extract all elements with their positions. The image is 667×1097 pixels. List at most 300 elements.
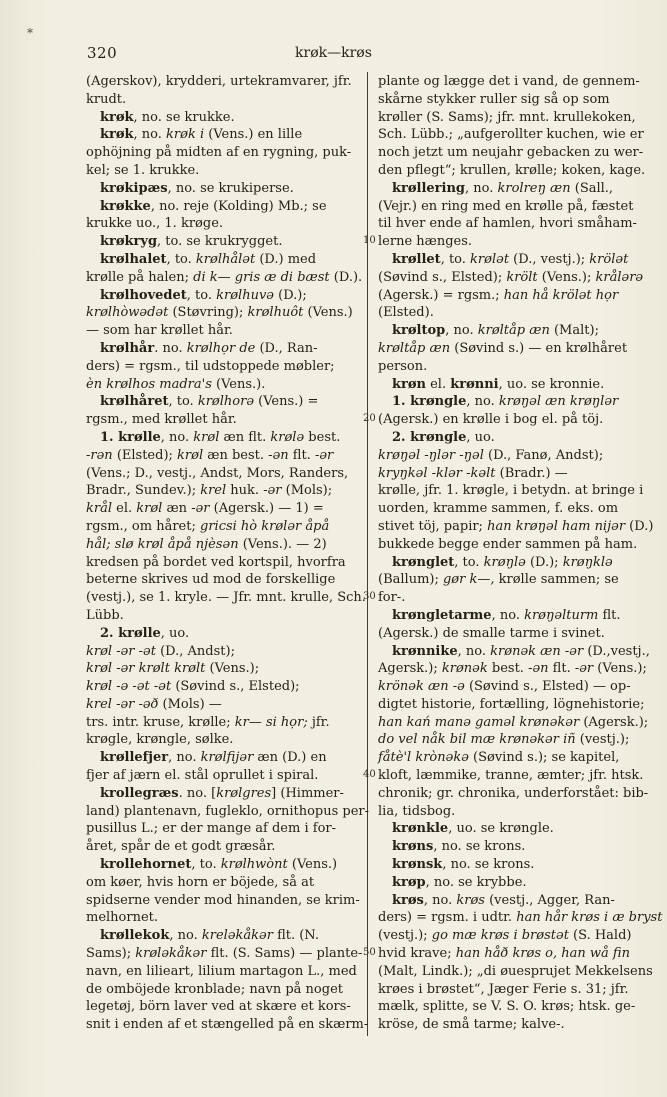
text-run: kröse, de små tarme; kalve-.: [378, 1017, 565, 1033]
text-run: kryŋkəl -klər -kəlt: [378, 465, 496, 481]
text-run: uorden, kramme sammen, f. eks. om: [378, 501, 619, 517]
text-run: krøllering: [392, 180, 466, 196]
text-run: legetøj, börn laver ved at skære et kors-: [86, 999, 351, 1015]
text-line: [378, 198, 652, 216]
text-run: (Agersk.) en krølle i bog el. på töj.: [378, 412, 604, 428]
text-run: 1. krølle: [100, 429, 161, 445]
text-run: flt.: [598, 607, 621, 623]
text-run: do vel nåk bil mæ krønəkər iñ: [378, 732, 576, 748]
text-run: (Elsted).: [378, 305, 434, 321]
gutter-line-number: 20: [363, 413, 376, 425]
text-run: krukke uo., 1. krøge.: [86, 216, 224, 232]
text-line: [86, 109, 364, 127]
text-line: [86, 251, 364, 269]
text-line: [86, 945, 364, 963]
text-line: [363, 411, 652, 429]
text-line: [378, 660, 652, 678]
text-line: [86, 465, 364, 483]
text-run: (Malt);: [549, 323, 599, 339]
text-line: [378, 749, 652, 767]
text-run: go mæ krøs i brøstət: [431, 928, 569, 944]
text-run: krølgres: [216, 785, 272, 801]
text-run: person.: [378, 358, 428, 374]
text-run: krøk i: [166, 127, 205, 143]
text-run: noch jetzt um neujahr gebacken zu wer-: [378, 145, 644, 161]
text-line: [86, 927, 364, 945]
text-run: melhornet.: [86, 910, 159, 926]
text-run: han hår krøs i æ bryst: [516, 910, 663, 926]
text-run: , no. se krukke.: [133, 109, 235, 125]
text-run: krønsk: [392, 857, 443, 873]
text-run: skårne stykker ruller sig så op som: [378, 91, 610, 107]
text-line: [86, 198, 364, 216]
text-line: [86, 963, 364, 981]
text-run: krønglet: [392, 554, 455, 570]
text-run: Lübb.: [86, 607, 124, 623]
text-line: [378, 429, 652, 447]
text-run: -ən: [268, 447, 289, 463]
text-run: krølhalet: [100, 251, 167, 267]
text-run: stivet töj, papir;: [378, 518, 488, 534]
text-line: [378, 554, 652, 572]
text-line: [86, 233, 364, 251]
text-run: (Søvind s., Elsted);: [171, 679, 300, 695]
text-line: [378, 856, 652, 874]
text-run: Agersk.);: [378, 661, 442, 677]
text-run: (Sall.,: [570, 180, 614, 196]
text-run: ] (Himmer-: [271, 785, 344, 801]
text-run: krölət: [589, 251, 629, 267]
text-run: , to.: [168, 394, 198, 410]
text-line: [86, 482, 364, 500]
text-line: [86, 856, 364, 874]
text-run: el.: [425, 376, 451, 392]
text-run: krølhuvə: [216, 287, 274, 303]
text-line: [86, 571, 364, 589]
text-run: Sch. Lübb.; „aufgerollter kuchen, wie er: [378, 127, 644, 143]
text-run: krølhår: [100, 340, 155, 356]
text-run: krønək: [441, 661, 488, 677]
text-line: [378, 1016, 652, 1034]
text-run: æn best.: [203, 447, 269, 463]
text-line: [378, 358, 652, 376]
text-run: krølhorə: [197, 394, 255, 410]
text-line: [86, 909, 364, 927]
text-run: el.: [112, 501, 137, 517]
text-line: [86, 1016, 369, 1034]
text-line: [363, 233, 652, 251]
text-line: [86, 376, 364, 394]
text-run: . no. [: [178, 785, 217, 801]
text-line: [378, 536, 652, 554]
text-run: (Vens.) =: [254, 394, 319, 410]
text-run: krøs: [392, 892, 424, 908]
text-run: (Agersk.);: [579, 714, 649, 730]
text-run: huk.: [226, 483, 264, 499]
text-line: [86, 731, 364, 749]
text-line: [86, 393, 364, 411]
text-line: [86, 749, 364, 767]
text-run: (Malt, Lindk.); „di øuesprujet Mekkelsens: [378, 963, 653, 979]
text-run: , no. se krons.: [442, 857, 535, 873]
text-run: , no. se krybbe.: [425, 874, 527, 890]
text-run: krøŋlə: [483, 554, 526, 570]
text-run: krønkle: [392, 821, 449, 837]
text-line: [86, 678, 364, 696]
text-run: kloft, læmmike, tranne, æmter; jfr. htsk.: [378, 768, 644, 784]
text-run: (Vens.) en lille: [204, 127, 303, 143]
text-line: [378, 180, 652, 198]
text-run: Sams);: [86, 946, 136, 962]
text-run: den pflegt“; krullen, krølle; koken, kage.: [378, 162, 646, 178]
text-run: krølhọr de: [186, 340, 256, 356]
text-run: , to.: [186, 287, 217, 303]
text-run: krøltåp æn: [378, 340, 451, 356]
text-line: [378, 785, 652, 803]
text-run: krönək æn -ə: [378, 679, 465, 695]
text-run: krøns: [392, 839, 434, 855]
text-line: [86, 589, 364, 607]
text-line: [86, 144, 364, 162]
text-run: krøn: [392, 376, 426, 392]
running-head: krøk—krøs: [295, 45, 372, 61]
text-run: lia, tidsbog.: [378, 803, 456, 819]
text-run: krøltop: [392, 323, 446, 339]
text-run: kreləkåkər: [201, 928, 273, 944]
text-line: [378, 162, 652, 180]
text-run: (D., Andst);: [155, 643, 235, 659]
text-run: pusillus L.; er der mange af dem i for-: [86, 821, 336, 837]
text-line: [86, 304, 364, 322]
text-run: , no. reje (Kolding) Mb.; se: [150, 198, 327, 214]
text-run: (vestj.);: [378, 928, 432, 944]
text-run: (D.) med: [255, 251, 317, 267]
text-run: best.: [304, 429, 341, 445]
text-line: [378, 838, 652, 856]
text-run: fåtè'l krònəkə: [378, 750, 469, 766]
text-run: -ən: [528, 661, 549, 677]
text-run: krøl -ə -ət -ət: [86, 679, 172, 695]
text-run: krølhòwədət: [86, 305, 169, 321]
gutter-line-number: 50: [363, 947, 376, 959]
text-run: plante og lægge det i vand, de gennem-: [378, 74, 640, 89]
text-run: krålərə: [595, 269, 644, 285]
text-line: [86, 714, 364, 732]
text-run: krøŋəl -ŋlər -ŋəl: [378, 447, 484, 463]
text-line: [86, 447, 364, 465]
text-run: krølhovedet: [100, 287, 187, 303]
text-run: trs. intr. kruse, krølle;: [86, 714, 235, 730]
text-line: [86, 429, 364, 447]
gutter-line-number: 40: [363, 769, 376, 781]
text-run: , no.: [423, 892, 457, 908]
text-run: , no.: [445, 323, 478, 339]
text-run: (Agersk.) = rgsm.;: [378, 287, 504, 303]
text-line: [86, 838, 364, 856]
text-run: ders) = rgsm. i udtr.: [378, 910, 517, 926]
text-line: [378, 482, 652, 500]
text-run: , to. se krukrygget.: [157, 234, 283, 250]
text-run: (Mols);: [281, 483, 333, 499]
text-line: [378, 714, 652, 732]
text-run: di k— gris æ di bæst: [193, 269, 330, 285]
text-run: (D., Fanø, Andst);: [483, 447, 604, 463]
text-run: krøləkåkər: [135, 946, 207, 962]
text-run: krøl: [193, 429, 220, 445]
text-line: [378, 678, 652, 696]
text-line: [378, 927, 652, 945]
text-line: [86, 660, 364, 678]
text-run: krøllefjer: [100, 750, 169, 766]
text-line: [86, 73, 364, 91]
text-run: krölt: [506, 269, 538, 285]
text-run: 2. krøngle: [392, 429, 467, 445]
text-line: [86, 162, 364, 180]
text-run: -rən: [86, 447, 113, 463]
text-run: , uo. se krøngle.: [448, 821, 554, 837]
text-run: (Elsted);: [112, 447, 178, 463]
text-run: , no.: [465, 180, 498, 196]
text-run: (Ballum);: [378, 572, 443, 588]
text-run: -ər: [263, 483, 282, 499]
text-run: (Søvind s., Elsted) — op-: [464, 679, 631, 695]
text-run: kr— si họr;: [234, 714, 308, 730]
text-line: [378, 731, 652, 749]
text-run: flt.: [288, 447, 315, 463]
text-line: [378, 696, 652, 714]
text-run: , no.: [169, 928, 202, 944]
text-run: til hver ende af hamlen, hvori småham-: [378, 216, 637, 232]
text-line: [378, 981, 652, 999]
text-run: (vestj.);: [575, 732, 630, 748]
text-run: krolreŋ æn: [497, 180, 571, 196]
text-line: [378, 571, 652, 589]
dictionary-column-right: [363, 73, 663, 1034]
text-line: [378, 963, 652, 981]
text-line: [86, 892, 364, 910]
text-run: , no.: [133, 127, 167, 143]
text-line: [86, 518, 364, 536]
text-run: spidserne vender mod hinanden, se krim-: [86, 892, 360, 908]
text-run: bukkede begge ender sammen på ham.: [378, 536, 638, 552]
text-run: krøŋəlturm: [524, 607, 599, 623]
text-run: krøŋəl æn krøŋlər: [498, 394, 619, 410]
text-run: (Vens.);: [205, 661, 260, 677]
text-run: (Søvind s.) — en krølhåret: [450, 340, 628, 356]
text-line: [86, 411, 364, 429]
text-run: krølhwònt: [220, 857, 288, 873]
text-run: (Søvind s., Elsted);: [378, 269, 507, 285]
text-line: [378, 643, 652, 661]
text-line: [378, 340, 652, 358]
text-run: — som har krøllet hår.: [86, 323, 233, 339]
text-run: , to.: [191, 857, 221, 873]
text-line: [86, 607, 364, 625]
text-run: , uo. se kronnie.: [498, 376, 605, 392]
text-run: om køer, hvis horn er böjede, så at: [86, 874, 315, 890]
text-run: , no. se krukiperse.: [167, 180, 294, 196]
text-line: [86, 322, 364, 340]
text-run: krølle på halen;: [86, 269, 194, 285]
text-run: (D.,vestj.,: [583, 643, 650, 659]
text-line: [378, 269, 652, 287]
text-line: [86, 696, 364, 714]
page-number: 320: [87, 44, 118, 62]
text-run: krølət: [470, 251, 510, 267]
text-run: ders) = rgsm., til udstoppede møbler;: [86, 358, 335, 374]
text-run: krønnike: [392, 643, 458, 659]
text-run: èn krølhos madra's: [86, 376, 212, 392]
text-run: flt. (N.: [272, 928, 319, 944]
text-run: krøkke: [100, 198, 151, 214]
text-run: (Støvring);: [168, 305, 248, 321]
text-run: krel -ər -əð: [86, 696, 159, 712]
text-run: (Agersk.) de smalle tarme i svinet.: [378, 625, 605, 641]
text-run: (Vejr.) en ring med en krølle på, fæstet: [378, 198, 634, 214]
text-run: (Vens.): [303, 305, 353, 321]
text-run: krål: [86, 501, 112, 517]
text-run: krølfijər: [200, 750, 254, 766]
text-line: [86, 767, 364, 785]
text-line: [363, 589, 652, 607]
text-run: navn, en lilieart, lilium martagon L., med: [86, 963, 357, 979]
text-run: (D., vestj.);: [509, 251, 590, 267]
text-line: [86, 643, 364, 661]
text-run: , to.: [166, 251, 196, 267]
text-line: [86, 998, 364, 1016]
text-run: , no.: [491, 607, 525, 623]
text-run: krøkipæs: [100, 180, 168, 196]
text-run: (vestj.), se 1. kryle. — Jfr. mnt. krulle, Sch.: [86, 590, 366, 606]
text-run: rgsm., med krøllet hår.: [86, 412, 237, 428]
text-line: [378, 215, 652, 233]
text-run: , no.: [160, 429, 194, 445]
text-run: . no.: [154, 340, 187, 356]
text-line: [86, 91, 364, 109]
text-run: (Vens.);: [593, 661, 647, 677]
text-line: [86, 287, 364, 305]
text-line: [363, 945, 652, 963]
text-run: (Vens.);: [537, 269, 596, 285]
text-run: , no.: [457, 643, 491, 659]
text-run: krøkryg: [100, 234, 158, 250]
text-run: for-.: [378, 590, 406, 606]
text-line: [86, 215, 364, 233]
text-run: krøk: [100, 127, 134, 143]
text-run: krøller (S. Sams); jfr. mnt. krullekoken,: [378, 109, 636, 125]
text-line: [86, 625, 364, 643]
text-run: krølhålət: [195, 251, 256, 267]
text-run: krølə: [270, 429, 305, 445]
text-line: [86, 269, 364, 287]
text-run: æn flt.: [219, 429, 271, 445]
text-run: krøŋklə: [562, 554, 613, 570]
text-run: -ər: [191, 501, 210, 517]
text-run: land) plantenavn, fugleklo, ornithopus per-: [86, 803, 370, 819]
text-run: mælk, splitte, se V. S. O. krøs; htsk. ge-: [378, 999, 636, 1015]
text-run: , uo.: [466, 429, 495, 445]
text-run: året, spår de et godt græsår.: [86, 839, 276, 855]
text-line: [378, 91, 652, 109]
text-line: [378, 109, 652, 127]
text-line: [86, 536, 364, 554]
text-line: [378, 251, 652, 269]
text-line: [378, 73, 652, 91]
text-run: Bradr., Sundev.);: [86, 483, 201, 499]
text-line: [378, 287, 652, 305]
text-run: (D.): [625, 518, 654, 534]
text-line: [86, 126, 364, 144]
text-run: (Vens.).: [211, 376, 266, 392]
text-run: (D.);: [274, 287, 307, 303]
text-line: [378, 803, 652, 821]
text-run: kredsen på bordet ved kortspil, hvorfra: [86, 554, 346, 570]
text-run: (S. Hald): [568, 928, 632, 944]
text-run: ophöjning på midten af en rygning, puk-: [86, 145, 352, 161]
text-run: krøngletarme: [392, 607, 492, 623]
text-run: krøk: [100, 109, 134, 125]
text-run: flt. (S. Sams) — plante-: [206, 946, 363, 962]
text-run: digtet historie, fortælling, lögnehistorie;: [378, 696, 645, 712]
text-run: lerne hænges.: [378, 234, 473, 250]
text-run: krøgle, krøngle, sølke.: [86, 732, 234, 748]
text-run: krøllekok: [100, 928, 170, 944]
gutter-line-number: 10: [363, 235, 376, 247]
text-run: (Vens.). — 2): [238, 536, 327, 552]
text-line: [378, 874, 652, 892]
text-run: krøes i brøstet“, Jæger Ferie s. 31; jfr.: [378, 981, 629, 997]
text-run: krollehornet: [100, 857, 192, 873]
text-line: [378, 447, 652, 465]
text-run: æn (D.) en: [253, 750, 327, 766]
column-divider: [367, 72, 368, 1036]
text-run: , no. se krons.: [433, 839, 526, 855]
text-line: [86, 981, 364, 999]
text-line: [378, 998, 652, 1016]
text-run: han kań manə gaməl krønəkər: [378, 714, 580, 730]
text-run: chronik; gr. chronika, underforstået: bib-: [378, 785, 649, 801]
text-line: [378, 304, 652, 322]
text-run: han krøŋəl ham nijər: [487, 518, 626, 534]
text-run: krollegræs: [100, 785, 179, 801]
text-run: krølhåret: [100, 394, 169, 410]
text-run: rgsm., om håret;: [86, 518, 200, 534]
text-run: 1. krøngle: [392, 394, 467, 410]
text-line: [86, 554, 364, 572]
text-run: krønək æn -ər: [490, 643, 584, 659]
text-run: , to.: [440, 251, 471, 267]
text-run: krøl -ər krølt krølt: [86, 661, 206, 677]
text-run: , uo.: [160, 625, 190, 641]
text-run: krel: [200, 483, 227, 499]
text-line: [378, 376, 652, 394]
text-run: (Bradr.) —: [495, 465, 568, 481]
text-run: -ər: [574, 661, 594, 677]
text-run: krøp: [392, 874, 426, 890]
text-line: [86, 340, 364, 358]
text-run: hål; slø krøl åpå njèsən: [86, 536, 239, 552]
text-run: , no.: [168, 750, 201, 766]
text-run: krøs: [456, 892, 485, 908]
text-line: [378, 909, 663, 927]
text-run: jfr.: [307, 714, 330, 730]
text-line: [378, 625, 652, 643]
text-run: , to.: [454, 554, 484, 570]
text-line: [86, 180, 364, 198]
text-run: han hå krölət họr: [503, 287, 619, 303]
text-line: [378, 144, 652, 162]
text-run: fjer af jærn el. stål oprullet i spiral.: [86, 768, 319, 784]
